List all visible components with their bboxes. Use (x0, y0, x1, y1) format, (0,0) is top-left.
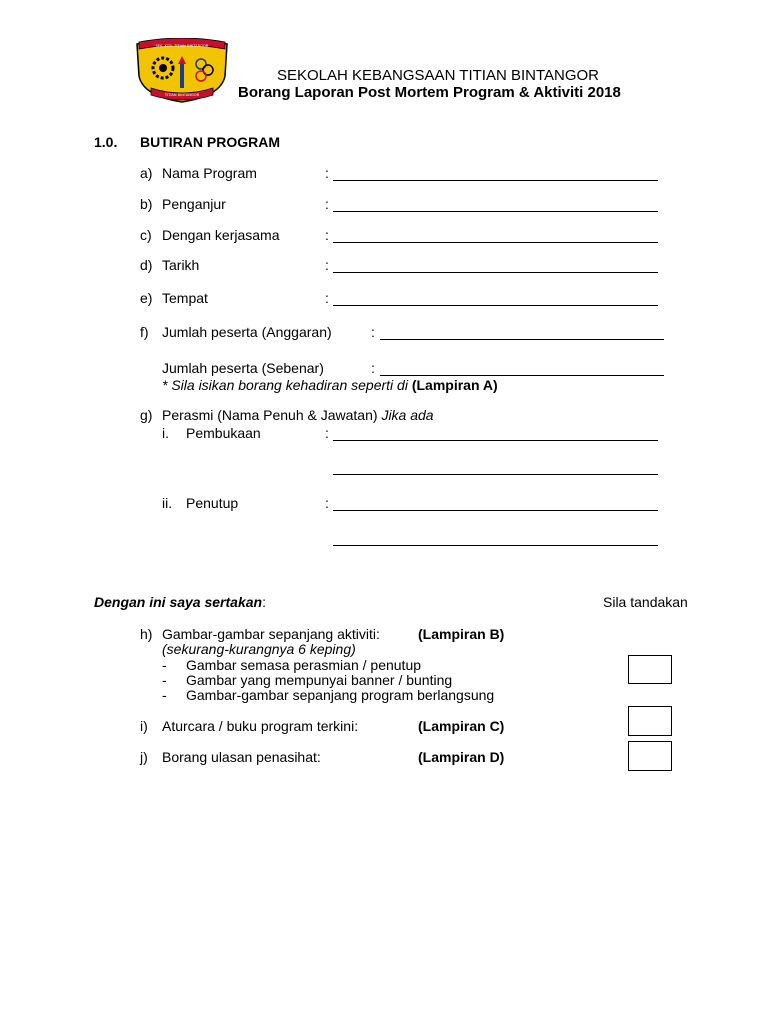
bullet-dash: - (162, 687, 167, 703)
photos-checkbox[interactable] (628, 655, 672, 684)
photos-label: Gambar-gambar sepanjang aktiviti: (162, 626, 380, 642)
field-colon: : (325, 227, 329, 243)
advisor-review-label: Borang ulasan penasihat: (162, 749, 321, 765)
opening-input-line-2[interactable] (333, 474, 658, 475)
attachments-intro (94, 594, 266, 610)
closing-input-line-2[interactable] (333, 545, 658, 546)
field-letter: e) (140, 290, 153, 306)
field-colon: : (325, 257, 329, 273)
photos-bullet-3: Gambar-gambar sepanjang program berlangsung (186, 687, 495, 703)
school-crest-logo (133, 38, 231, 104)
closing-label: Penutup (186, 495, 239, 511)
photos-bullet-1: Gambar semasa perasmian / penutup (186, 657, 422, 673)
item-letter: j) (140, 749, 148, 765)
lampiran-d-ref: (Lampiran D) (418, 749, 505, 765)
photos-note: (sekurang-kurangnya 6 keping) (162, 641, 356, 657)
lampiran-b-ref: (Lampiran B) (418, 626, 505, 642)
field-label: Penganjur (162, 196, 226, 212)
field-letter: f) (140, 324, 149, 340)
program-booklet-label: Aturcara / buku program terkini: (162, 718, 359, 734)
participants-note-text: * Sila isikan borang kehadiran seperti di (162, 377, 408, 393)
attachments-intro-colon: : (262, 594, 266, 610)
field-label: Dengan kerjasama (162, 227, 280, 243)
penganjur-input-line[interactable] (333, 211, 658, 212)
program-booklet-checkbox[interactable] (628, 706, 672, 736)
section-title: BUTIRAN PROGRAM (140, 134, 280, 150)
item-letter: i) (140, 718, 148, 734)
nama-program-input-line[interactable] (333, 180, 658, 181)
officiating-label (162, 407, 434, 423)
opening-label: Pembukaan (186, 425, 261, 441)
field-letter: a) (140, 165, 153, 181)
field-colon: : (371, 324, 375, 340)
field-colon: : (371, 360, 375, 376)
tempat-input-line[interactable] (333, 305, 658, 306)
field-label: Tempat (162, 290, 208, 306)
closing-number: ii. (162, 495, 173, 511)
field-label: Tarikh (162, 257, 200, 273)
tick-instruction: Sila tandakan (603, 594, 688, 610)
field-colon: : (325, 165, 329, 181)
field-colon: : (325, 290, 329, 306)
school-name: SEKOLAH KEBANGSAAN TITIAN BINTANGOR (277, 67, 600, 84)
field-letter: c) (140, 227, 152, 243)
participants-actual-label: Jumlah peserta (Sebenar) (162, 360, 324, 376)
officiating-optional: Jika ada (381, 407, 434, 423)
participants-estimated-label: Jumlah peserta (Anggaran) (162, 324, 332, 340)
closing-input-line-1[interactable] (333, 510, 658, 511)
bullet-dash: - (162, 657, 167, 673)
field-letter: g) (140, 407, 153, 423)
field-letter: d) (140, 257, 153, 273)
section-number: 1.0. (94, 134, 118, 150)
bullet-dash: - (162, 672, 167, 688)
participants-actual-input-line[interactable] (380, 375, 664, 376)
participants-estimated-input-line[interactable] (380, 339, 664, 340)
field-colon: : (325, 425, 329, 441)
opening-input-line-1[interactable] (333, 440, 658, 441)
field-colon: : (325, 495, 329, 511)
field-label: Nama Program (162, 165, 257, 181)
participants-note (162, 377, 498, 393)
crest-top-text: SEK. KEB. TITIAN BINTANGOR (155, 44, 209, 48)
form-title: Borang Laporan Post Mortem Program & Aktiviti 2018 (238, 84, 621, 101)
advisor-review-checkbox[interactable] (628, 741, 672, 771)
tarikh-input-line[interactable] (333, 272, 658, 273)
field-colon: : (325, 196, 329, 212)
item-letter: h) (140, 626, 153, 642)
dengan-kerjasama-input-line[interactable] (333, 242, 658, 243)
opening-number: i. (162, 425, 169, 441)
lampiran-c-ref: (Lampiran C) (418, 718, 505, 734)
crest-bottom-text: TITIAN BINTANGOR (164, 93, 200, 97)
photos-bullet-2: Gambar yang mempunyai banner / bunting (186, 672, 453, 688)
officiating-label-text: Perasmi (Nama Penuh & Jawatan) (162, 407, 378, 423)
lampiran-a-ref: (Lampiran A) (411, 377, 498, 393)
field-letter: b) (140, 196, 153, 212)
attachments-intro-text: Dengan ini saya sertakan (94, 594, 263, 610)
